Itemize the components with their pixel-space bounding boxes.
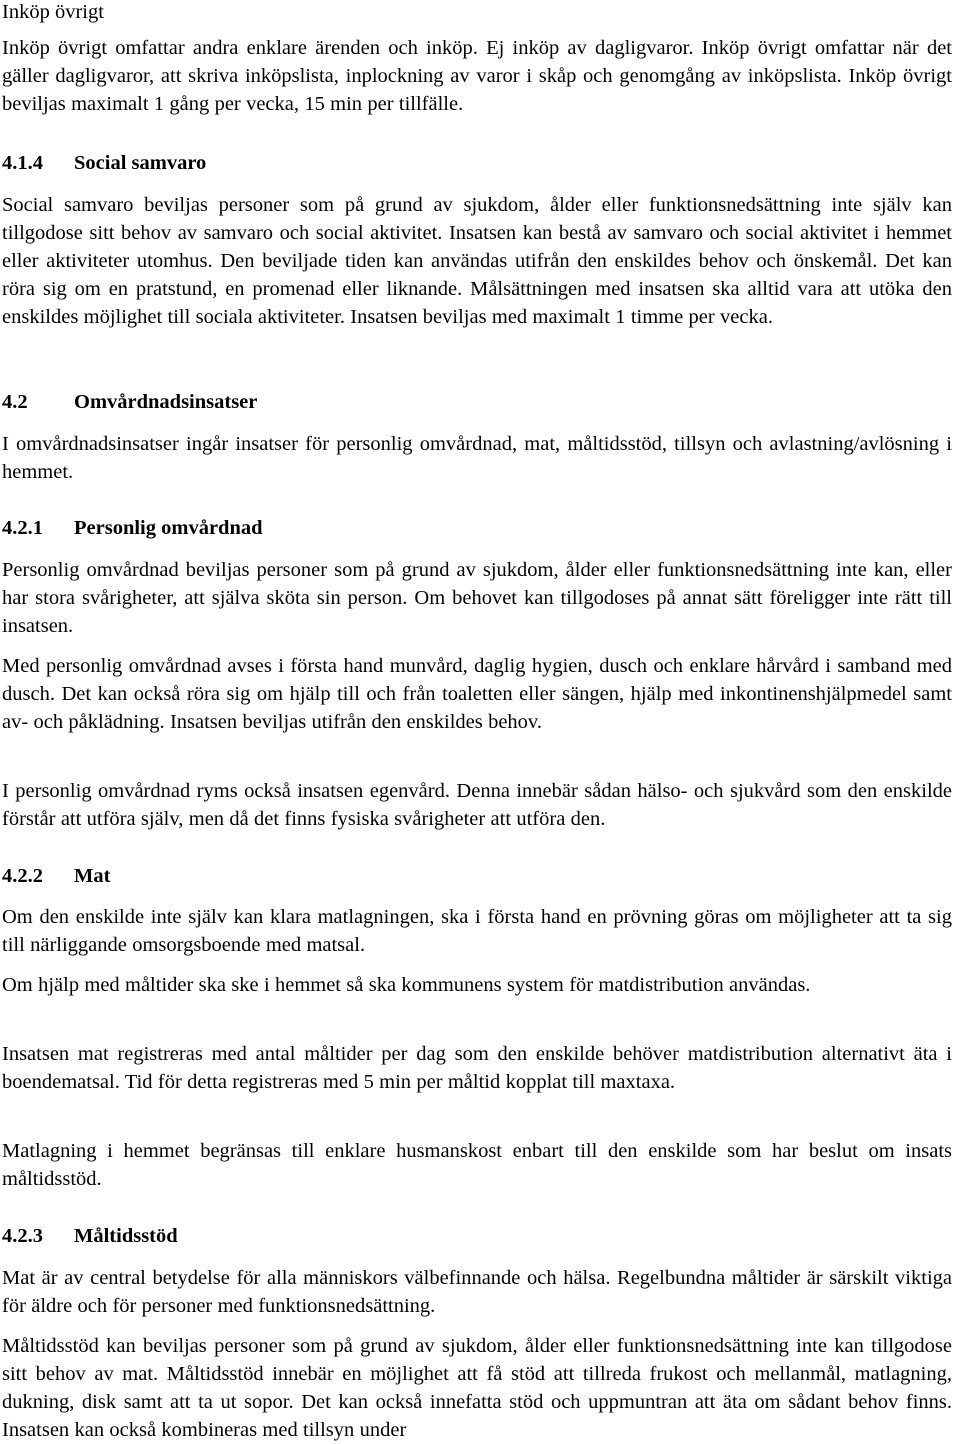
section-title: Omvårdnadsinsatser bbox=[74, 391, 258, 413]
paragraph-omvardnadsinsatser: I omvårdnadsinsatser ingår insatser för personlig omvårdnad, mat, måltidsstöd, tillsyn och avlastning/avlösning i hemmet. bbox=[2, 433, 952, 483]
paragraph-mat-4: Matlagning i hemmet begränsas till enklare husmanskost enbart till den enskilde som har beslut om insats måltidsstöd. bbox=[2, 1140, 952, 1190]
paragraph-mat-3: Insatsen mat registreras med antal måltider per dag som den enskilde behöver matdistribution alternativt äta i boendematsal. Tid för detta registreras med 5 min per måltid kopplat till maxtaxa. bbox=[2, 1043, 952, 1093]
paragraph-personlig-3: I personlig omvårdnad ryms också insatsen egenvård. Denna innebär sådan hälso- och sjukvård som den enskilde förstår att utföra själv, men då det finns fysiska svårigheter att utföra den. bbox=[2, 780, 952, 830]
paragraph-mat-1: Om den enskilde inte själv kan klara matlagningen, ska i första hand en prövning göras om möjligheter att ta sig till närliggande omsorgsboende med matsal. bbox=[2, 906, 952, 956]
section-number: 4.2 bbox=[2, 391, 28, 413]
heading-social-samvaro bbox=[2, 149, 206, 177]
section-title-inkop-ovrigt: Inköp övrigt bbox=[2, 1, 104, 23]
paragraph-mat-2: Om hjälp med måltider ska ske i hemmet så ska kommunens system för matdistribution användas. bbox=[2, 974, 811, 996]
paragraph-maltidsstod-2: Måltidsstöd kan beviljas personer som på grund av sjukdom, ålder eller funktionsnedsättning inte kan tillgodose sitt behov av mat. Måltidsstöd innebär en möjlighet att få stöd att tillreda frukost och mellanmål, matlagning, dukning, disk samt att ta ut sopor. Det kan också innefatta stöd och uppmuntran att äta om sådant behov finns. Insatsen kan också kombineras med tillsyn under bbox=[2, 1335, 952, 1441]
heading-personlig-omvardnad bbox=[2, 514, 263, 542]
paragraph-maltidsstod-1: Mat är av central betydelse för alla människors välbefinnande och hälsa. Regelbundna måltider är särskilt viktiga för äldre och för personer med funktionsnedsättning. bbox=[2, 1267, 952, 1317]
heading-mat bbox=[2, 862, 110, 890]
heading-omvardnadsinsatser bbox=[2, 388, 257, 416]
section-number: 4.1.4 bbox=[2, 152, 43, 174]
section-number: 4.2.3 bbox=[2, 1225, 43, 1247]
section-title: Mat bbox=[74, 865, 111, 887]
section-title: Personlig omvårdnad bbox=[74, 517, 263, 539]
paragraph-social-samvaro: Social samvaro beviljas personer som på grund av sjukdom, ålder eller funktionsnedsättning inte själv kan tillgodose sitt behov av samvaro och social aktivitet. Insatsen kan bestå av samvaro och social aktivitet i hemmet eller aktiviteter utomhus. Den beviljade tiden kan användas utifrån den enskildes behov och önskemål. Det kan röra sig om en pratstund, en promenad eller liknande. Målsättningen med insatsen ska alltid vara att utöka den enskildes möjlighet till sociala aktiviteter. Insatsen beviljas med maximalt 1 timme per vecka. bbox=[2, 194, 952, 328]
section-number: 4.2.1 bbox=[2, 517, 43, 539]
paragraph-personlig-1: Personlig omvårdnad beviljas personer som på grund av sjukdom, ålder eller funktionsnedsättning inte kan, eller har stora svårigheter, att själva sköta sin person. Om behovet kan tillgodoses på annat sätt föreligger inte rätt till insatsen. bbox=[2, 559, 952, 637]
heading-maltidsstod bbox=[2, 1222, 178, 1250]
paragraph-inkop-ovrigt: Inköp övrigt omfattar andra enklare ärenden och inköp. Ej inköp av dagligvaror. Inköp övrigt omfattar när det gäller dagligvaror, att skriva inköpslista, inplockning av varor i skåp och genomgång av inköpslista. Inköp övrigt beviljas maximalt 1 gång per vecka, 15 min per tillfälle. bbox=[2, 37, 952, 115]
section-number: 4.2.2 bbox=[2, 865, 43, 887]
section-title: Måltidsstöd bbox=[74, 1225, 178, 1247]
paragraph-personlig-2: Med personlig omvårdnad avses i första hand munvård, daglig hygien, dusch och enklare hårvård i samband med dusch. Det kan också röra sig om hjälp till och från toaletten eller sängen, hjälp med inkontinenshjälpmedel samt av- och påklädning. Insatsen beviljas utifrån den enskildes behov. bbox=[2, 655, 952, 733]
section-title: Social samvaro bbox=[74, 152, 207, 174]
